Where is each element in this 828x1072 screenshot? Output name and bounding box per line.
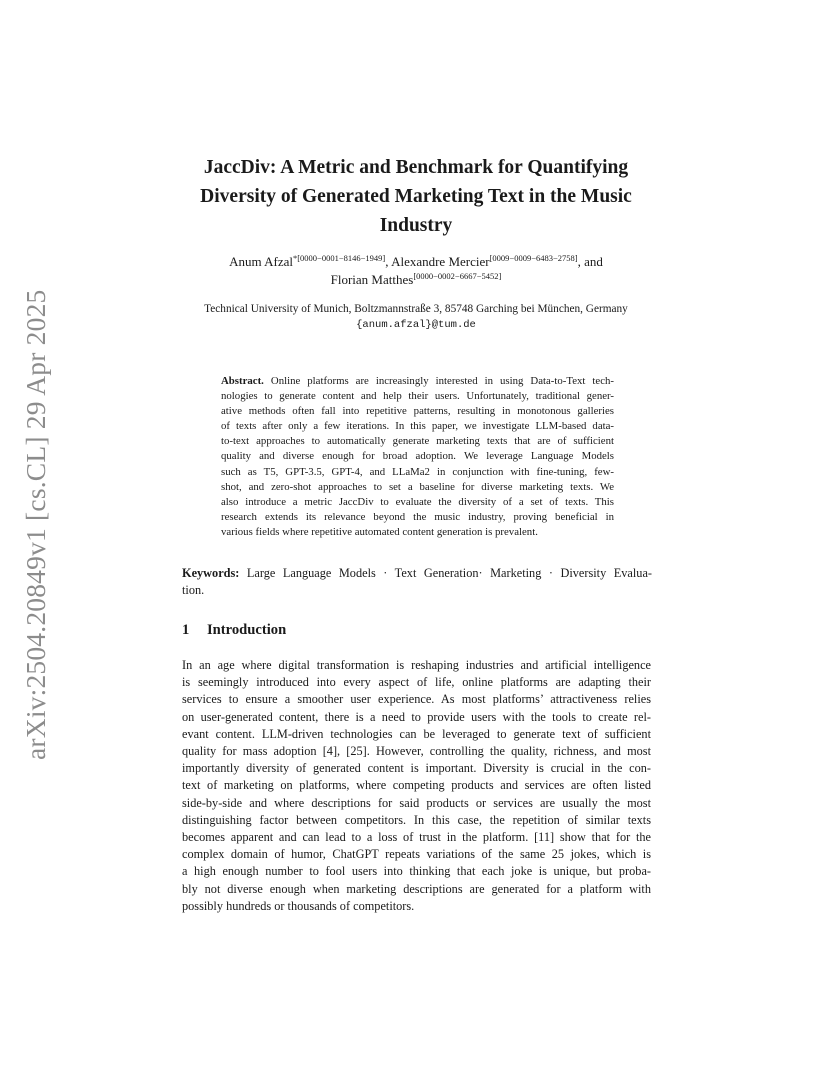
arxiv-identifier: arXiv:2504.20849v1 [cs.CL] 29 Apr 2025 xyxy=(20,289,51,760)
abstract-line: to-text approaches to automatically generate marketing texts that are of sufficient xyxy=(221,435,614,448)
keywords-line: Keywords: Large Language Models · Text Generation· Marketing · Diversity Evalua- xyxy=(182,566,652,580)
institution: Technical University of Munich, Boltzmannstraße 3, 85748 Garching bei München, Germany xyxy=(204,303,628,315)
abstract-line: nologies to generate content and help their users. Unfortunately, traditional gener- xyxy=(221,390,614,403)
keywords-line: tion. xyxy=(182,583,205,597)
section-title: Introduction xyxy=(207,622,287,638)
paragraph-line: bly not diverse enough when marketing descriptions are generated for a platform with xyxy=(182,881,651,896)
paragraph-line: distinguishing factor between competitors. In this case, the repetition of similar texts xyxy=(182,812,651,827)
paragraph-line: a high enough number to fool users into thinking that each joke is unique, but proba- xyxy=(182,864,651,879)
author-name: Florian Matthes xyxy=(330,272,414,287)
author-list xyxy=(182,253,650,289)
author-name: Alexandre Mercier xyxy=(391,254,490,269)
abstract-label: Abstract. xyxy=(221,375,264,387)
abstract-line: various fields where repetitive automated content generation is prevalent. xyxy=(221,525,538,538)
section-heading xyxy=(182,622,286,639)
affiliation xyxy=(182,301,650,333)
abstract-line: research extends its relevance beyond the music industry, proving beneficial in xyxy=(221,510,614,523)
paper-title xyxy=(182,153,650,240)
abstract xyxy=(221,374,614,540)
paragraph-line: on user-generated content, there is a need to provide users with the tools to create rel- xyxy=(182,709,651,724)
author-email[interactable]: {anum.afzal}@tum.de xyxy=(356,319,476,331)
paragraph-line: evant content. LLM-driven technologies can be leveraged to generate text of sufficient xyxy=(182,726,651,741)
abstract-line: ative methods often fall into repetitive patterns, resulting in monotonous galleries xyxy=(221,405,614,418)
paragraph-line: importantly diversity of generated content is important. Diversity is crucial in the con- xyxy=(182,761,651,776)
author-separator: , xyxy=(385,254,392,269)
paragraph-line: complex domain of humor, ChatGPT repeats variations of the same 25 jokes, which is xyxy=(182,847,651,862)
keywords-label: Keywords: xyxy=(182,566,240,580)
paragraph-line: possibly hundreds or thousands of competitors. xyxy=(182,898,415,913)
abstract-line: of texts after only a few iterations. In this paper, we investigate LLM-based data- xyxy=(221,420,614,433)
title-line: JaccDiv: A Metric and Benchmark for Quantifying xyxy=(203,157,629,178)
abstract-line: Abstract. Online platforms are increasingly interested in using Data-to-Text tech- xyxy=(221,375,614,387)
paragraph-line: services to ensure a smoother user experience. As most platforms’ attractiveness relies xyxy=(182,692,651,707)
author-name: Anum Afzal xyxy=(229,254,293,269)
abstract-line: quality and diverse enough for broad adoption. We leverage Language Models xyxy=(221,450,614,463)
paragraph-line: quality for mass adoption [4], [25]. However, controlling the quality, richness, and most xyxy=(182,744,651,759)
author-orcid: [0009−0009−6483−2758] xyxy=(489,253,578,263)
paragraph-line: is seemingly introduced into every aspect of life, online platforms are adapting their xyxy=(182,675,651,690)
introduction-paragraph xyxy=(182,657,651,915)
section-number: 1 xyxy=(182,622,190,638)
corresponding-mark: * xyxy=(292,253,298,263)
paragraph-line: side-by-side and where descriptions for said products or services are usually the most xyxy=(182,795,651,810)
abstract-line: also introduce a metric JaccDiv to evaluate the diversity of a set of texts. This xyxy=(221,495,614,508)
author-line xyxy=(182,253,650,271)
title-line: Industry xyxy=(379,215,453,236)
paragraph-line: becomes apparent and can lead to a loss of trust in the platform. [11] show that for the xyxy=(182,830,651,845)
title-line: Diversity of Generated Marketing Text in the Music xyxy=(200,186,632,207)
paragraph-line: text of marketing on platforms, where competing products and services are often listed xyxy=(182,778,651,793)
paragraph-line: In an age where digital transformation is reshaping industries and artificial intelligence xyxy=(182,658,651,672)
author-orcid: [0000−0001−8146−1949] xyxy=(297,253,386,263)
abstract-line: such as T5, GPT-3.5, GPT-4, and LLaMa2 in conjunction with fine-tuning, few- xyxy=(221,465,614,478)
abstract-line: shot, and zero-shot approaches to set a baseline for diverse marketing texts. We xyxy=(221,480,614,493)
author-orcid: [0000−0002−6667−5452] xyxy=(413,271,502,281)
keywords xyxy=(182,565,652,599)
author-line xyxy=(182,271,650,289)
author-separator: , and xyxy=(577,254,603,269)
